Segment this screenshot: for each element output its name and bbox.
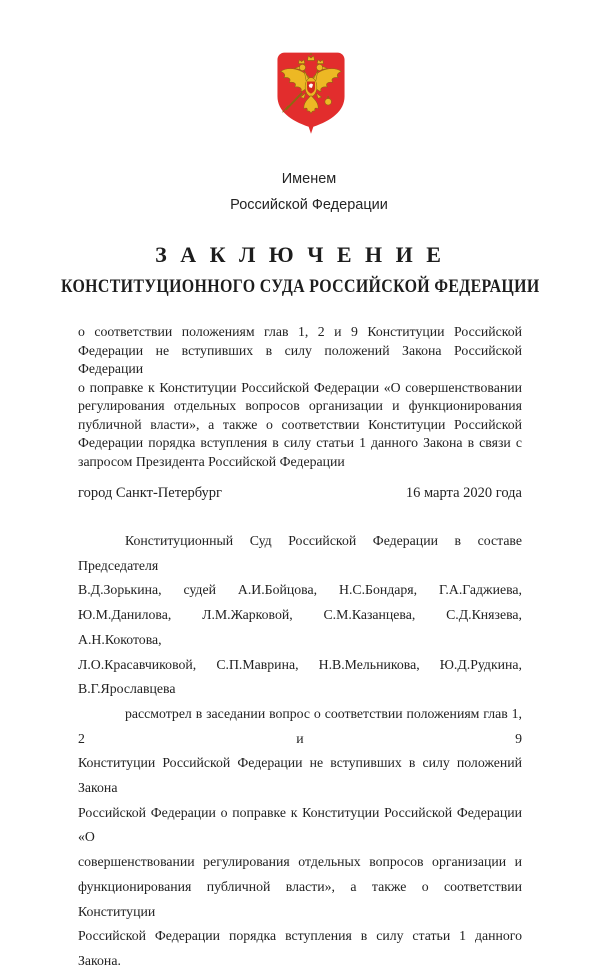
text-line: совершенствовании регулирования отдельных вопросов организации и <box>78 854 522 870</box>
date-label: 16 марта 2020 года <box>405 485 522 501</box>
text-line: Российской Федерации о поправке к Конституции Российской Федерации «О <box>78 804 522 845</box>
text-line: В.Д.Зорькина, судей А.И.Бойцова, Н.С.Бондаря, Г.А.Гаджиева, <box>78 582 522 598</box>
text-line: публичной власти», а также о соответствии Конституции Российской <box>78 416 522 432</box>
document-content <box>78 323 522 974</box>
text-line: Конституции Российской Федерации не вступивших в силу положений Закона <box>78 755 522 796</box>
text-line: рассмотрел в заседании вопрос о соответствии положениям глав 1, 2 и 9 <box>78 705 522 746</box>
in-the-name-line1: Именем <box>281 171 337 187</box>
text-line: регулирования отдельных вопросов организации и функционирования <box>78 398 522 413</box>
text-line: Конституционный Суд Российской Федерации в составе Председателя <box>78 533 522 573</box>
document-subtitle: КОНСТИТУЦИОННОГО СУДА РОССИЙСКОЙ ФЕДЕРАЦИИ <box>60 277 540 297</box>
text-line: Российской Федерации порядка вступления в силу статьи 1 данного Закона. <box>78 928 522 968</box>
body-paragraph-2 <box>78 702 522 974</box>
body-paragraph-1 <box>78 529 522 702</box>
in-the-name-block <box>9 166 609 218</box>
subject-paragraph <box>78 323 522 471</box>
place-label: город Санкт-Петербург <box>78 485 223 501</box>
text-line: запросом Президента Российской Федерации <box>78 453 345 469</box>
text-line: В.Г.Ярославцева <box>78 681 176 697</box>
text-line: функционирования публичной власти», а также о соответствии Конституции <box>78 878 522 919</box>
russia-coat-of-arms-icon <box>272 50 350 138</box>
text-line: Ю.М.Данилова, Л.М.Жарковой, С.М.Казанцева, С.Д.Князева, А.Н.Кокотова, <box>78 607 522 647</box>
document-subtitle-row <box>0 277 600 298</box>
in-the-name-line2: Российской Федерации <box>230 197 388 213</box>
text-line: Л.О.Красавчиковой, С.П.Маврина, Н.В.Мельникова, Ю.Д.Рудкина, <box>78 656 522 672</box>
text-line: Федерации порядка вступления в силу статьи 1 данного Закона в связи с <box>78 435 522 450</box>
text-line: Федерации не вступивших в силу положений Закона Российской Федерации <box>78 342 522 376</box>
text-line: о соответствии положениям глав 1, 2 и 9 Конституции Российской <box>78 324 522 339</box>
emblem-container <box>0 0 600 138</box>
document-title: З А К Л Ю Ч Е Н И Е <box>155 242 445 267</box>
place-date-row <box>78 484 522 503</box>
text-line: о поправке к Конституции Российской Федерации «О совершенствовании <box>78 379 522 395</box>
